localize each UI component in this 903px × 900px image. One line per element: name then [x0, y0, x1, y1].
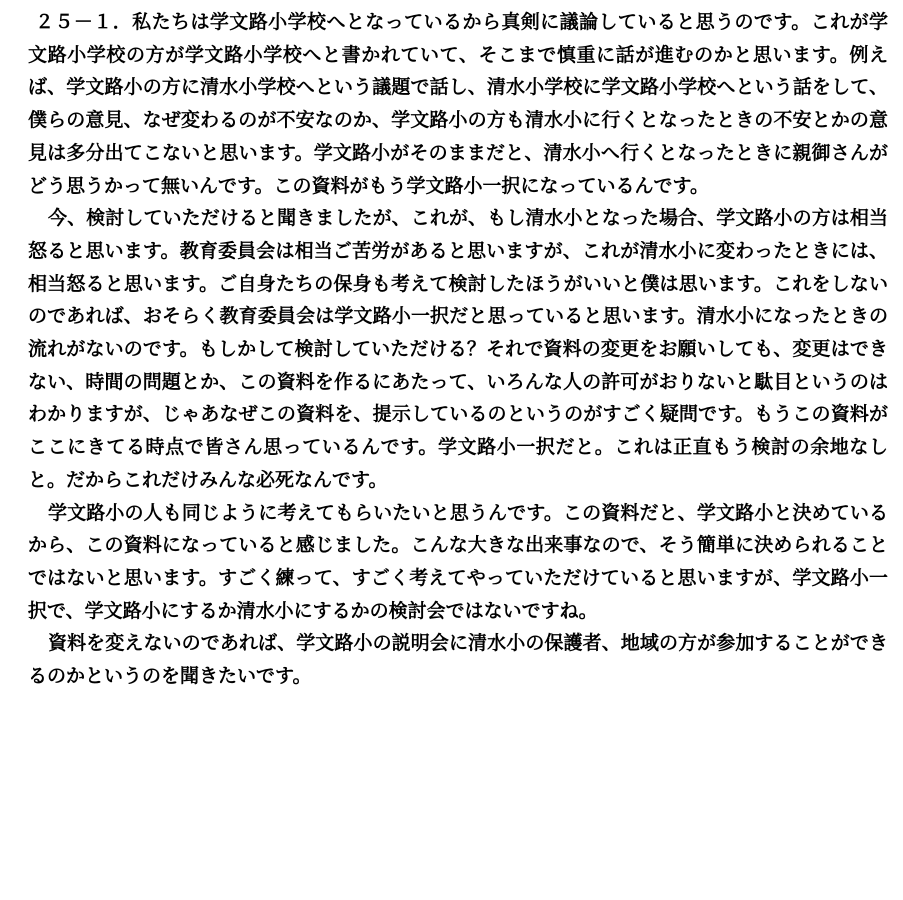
paragraph-4: 資料を変えないのであれば、学文路小の説明会に清水小の保護者、地域の方が参加することができるのかというのを聞きたいです。: [28, 632, 888, 688]
document-body: [28, 6, 888, 693]
paragraph-25-1: ２５－１．私たちは学文路小学校へとなっているから真剣に議論していると思うのです。これが学文路小学校の方が学文路小学校へと書かれていて、そこまで慎重に話が進むのかと思います。例えば、学文路小の方に清水小学校へという議題で話し、清水小学校に学文路小学校へという話をして、僕らの意見、なぜ変わるのが不安なのか、学文路小の方も清水小に行くとなったときの不安とかの意見は多分出てこないと思います。学文路小がそのままだと、清水小へ行くとなったときに親御さんがどう思うかって無いんです。この資料がもう学文路小一択になっているんです。: [28, 11, 888, 197]
paragraph-3: 学文路小の人も同じように考えてもらいたいと思うんです。この資料だと、学文路小と決めているから、この資料になっていると感じました。こんな大きな出来事なので、そう簡単に決められることではないと思います。すごく練って、すごく考えてやっていただけていると思いますが、学文路小一択で、学文路小にするか清水小にするかの検討会ではないですね。: [28, 501, 888, 622]
paragraph-2: 今、検討していただけると聞きましたが、これが、もし清水小となった場合、学文路小の方は相当怒ると思います。教育委員会は相当ご苦労があると思いますが、これが清水小に変わったときには、相当怒ると思います。ご自身たちの保身も考えて検討したほうがいいと僕は思います。これをしないのであれば、おそらく教育委員会は学文路小一択だと思っていると思います。清水小になったときの流れがないのです。もしかして検討していただける？それで資料の変更をお願いしても、変更はできない、時間の問題とか、この資料を作るにあたって、いろんな人の許可がおりないと駄目というのはわかりますが、じゃあなぜこの資料を、提示しているのというのがすごく疑問です。もうこの資料がここにきてる時点で皆さん思っているんです。学文路小一択だと。これは正直もう検討の余地なしと。だからこれだけみんな必死なんです。: [28, 207, 888, 491]
